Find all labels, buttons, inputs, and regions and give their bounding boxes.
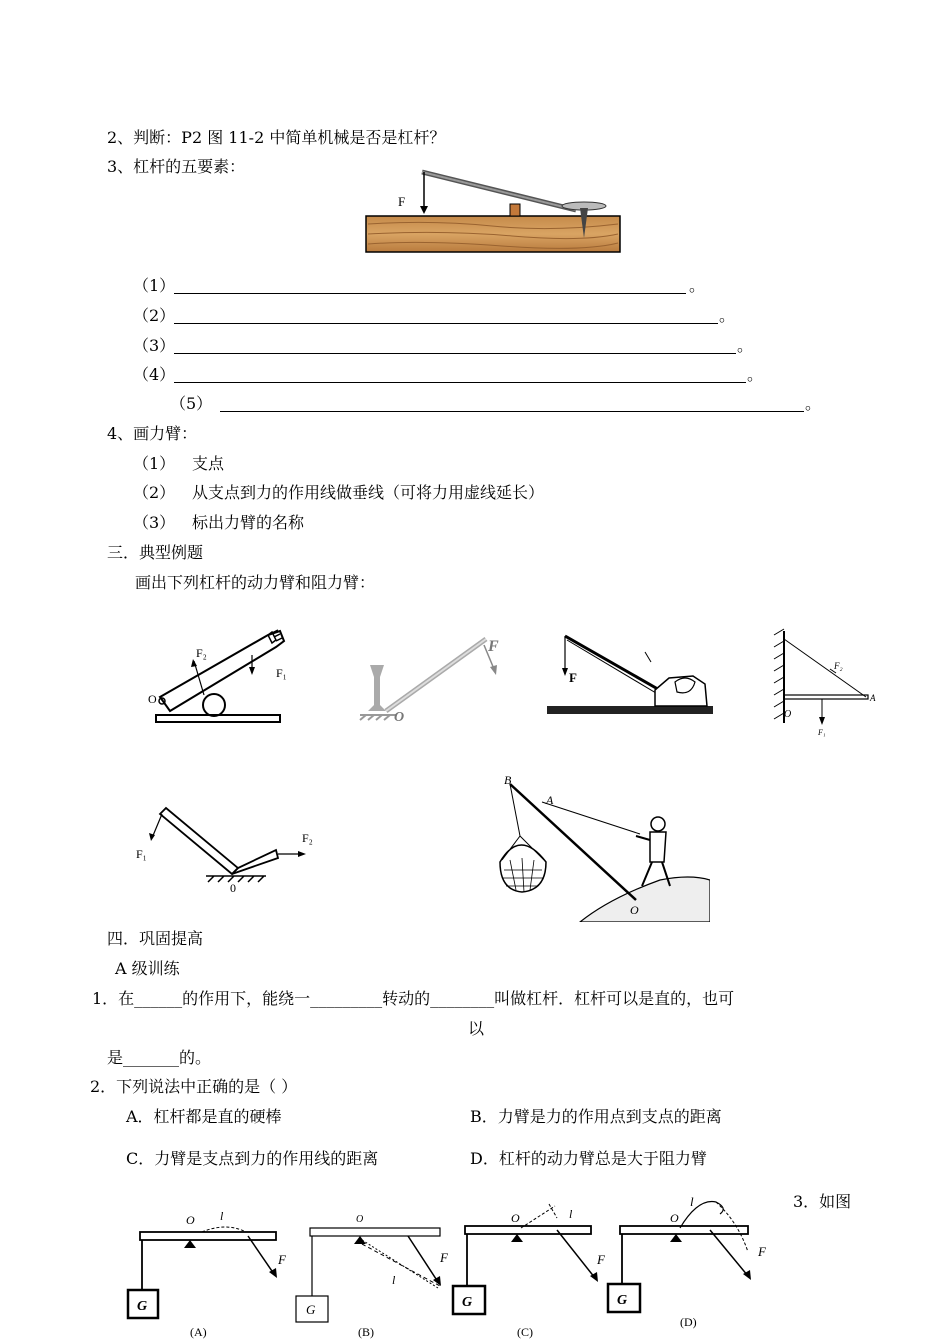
step-num-2: （2） (133, 483, 176, 502)
element-num-4: （4） (133, 365, 176, 384)
element-num-1: （1） (133, 276, 176, 295)
bottom-figure-c (445, 1196, 615, 1342)
fig5-label-zero: 0 (230, 881, 236, 895)
fig-b-label-f: F (440, 1250, 448, 1265)
fig-d-label-f: F (758, 1244, 766, 1259)
element-blank-3[interactable] (174, 353, 736, 354)
element-num-2: （2） (133, 306, 176, 325)
element-blank-1[interactable] (174, 293, 686, 294)
level-a-label: A 级训练 (115, 959, 180, 978)
fig1-label-f2: F₂ (196, 646, 207, 660)
element-end-4: 。 (747, 365, 764, 384)
section-3-title: 三．典型例题 (107, 543, 204, 562)
element-end-2: 。 (719, 306, 736, 325)
question-2-text: 2．下列说法中正确的是（ ） (90, 1077, 298, 1096)
fig-c-label-g: G (462, 1295, 473, 1310)
fig-d-label-l: l (690, 1194, 694, 1209)
step-text-1: 支点 (192, 454, 225, 473)
fig-c-caption: (C) (517, 1325, 533, 1339)
fig-c-label-l: l (569, 1207, 573, 1221)
fig6-label-a: A (546, 793, 554, 807)
fig-b-caption: (B) (358, 1325, 374, 1339)
fig-c-label-f: F (597, 1252, 605, 1267)
option-c[interactable]: C．力臂是支点到力的作用线的距离 (126, 1149, 379, 1168)
element-blank-2[interactable] (174, 323, 718, 324)
fig-c-label-o: O (511, 1211, 520, 1225)
question-3-text: 3．如图 (793, 1192, 852, 1211)
fig5-label-f1: F₁ (136, 847, 147, 861)
fig4-label-f2: F₂ (834, 661, 843, 671)
example-figure-crowbar (140, 615, 290, 727)
question-2-judge: 2、判断：P2 图 11-2 中简单机械是否是杠杆？ (107, 128, 446, 147)
fig1-label-o: O (148, 692, 157, 706)
question-4-title: 4、画力臂： (107, 424, 198, 443)
element-blank-5[interactable] (220, 411, 804, 412)
fig2-label-f: F (488, 638, 499, 655)
fig4-label-a: A (870, 693, 876, 703)
question-1-line-1: 1．在______的作用下，能绕一_________转动的________叫做杠杆．杠杆可以是直的，也可 (92, 989, 735, 1008)
section-4-title: 四．巩固提高 (107, 929, 204, 948)
fig2-label-o: O (394, 710, 405, 725)
fig-d-label-o: O (670, 1211, 679, 1225)
step-text-3: 标出力臂的名称 (192, 513, 305, 532)
section-3-instruction: 画出下列杠杆的动力臂和阻力臂： (135, 573, 376, 592)
fig-a-label-g: G (137, 1299, 148, 1314)
example-figure-wall-bracket (768, 625, 888, 745)
fig4-label-o: O (784, 709, 792, 720)
fig-a-label-l: l (220, 1209, 224, 1223)
element-end-1: 。 (689, 276, 706, 295)
example-figure-pedal (356, 625, 506, 725)
example-figure-bent-lever (130, 800, 330, 896)
question-3-title: 3、杠杆的五要素： (107, 157, 246, 176)
element-end-3: 。 (737, 336, 754, 355)
fig3-label-f: F (569, 670, 577, 685)
fig-a-caption: (A) (190, 1325, 207, 1339)
step-text-2: 从支点到力的作用线做垂线（可将力用虚线延长） (192, 483, 545, 502)
fig-a-label-f: F (278, 1252, 286, 1267)
element-blank-4[interactable] (174, 382, 746, 383)
bottom-figure-b (290, 1200, 473, 1342)
fig-b-label-o: O (356, 1214, 364, 1225)
fig-d-caption: (D) (680, 1315, 697, 1329)
fig-lever-label: F (398, 194, 406, 209)
step-num-3: （3） (133, 513, 176, 532)
lever-wood-figure (362, 166, 624, 256)
fig-d-label-g: G (617, 1293, 628, 1308)
fig5-label-f2: F₂ (302, 831, 313, 845)
fig-b-label-l: l (392, 1273, 396, 1287)
fig-b-label-g: G (306, 1302, 316, 1317)
fig6-label-o: O (630, 903, 639, 917)
element-num-3: （3） (133, 336, 176, 355)
element-end-5: 。 (805, 394, 822, 413)
example-figure-fishing-net (490, 770, 710, 922)
bottom-figure-d (598, 1192, 778, 1338)
bottom-figure-a (120, 1200, 300, 1342)
step-num-1: （1） (133, 454, 176, 473)
option-a[interactable]: A．杠杆都是直的硬棒 (126, 1107, 282, 1126)
fig6-label-b: B (504, 773, 512, 787)
element-num-5: （5） (170, 394, 213, 413)
question-1-line-2: 是_______的。 (107, 1048, 212, 1067)
fig1-label-f1: F₁ (276, 666, 287, 680)
fig4-label-f1: F₁ (818, 728, 826, 737)
question-1-line-1b: 以 (468, 1019, 485, 1038)
fig-a-label-o: O (186, 1213, 195, 1227)
example-figure-crane (545, 630, 715, 720)
option-d[interactable]: D．杠杆的动力臂总是大于阻力臂 (470, 1149, 707, 1168)
option-b[interactable]: B．力臂是力的作用点到支点的距离 (470, 1107, 722, 1126)
